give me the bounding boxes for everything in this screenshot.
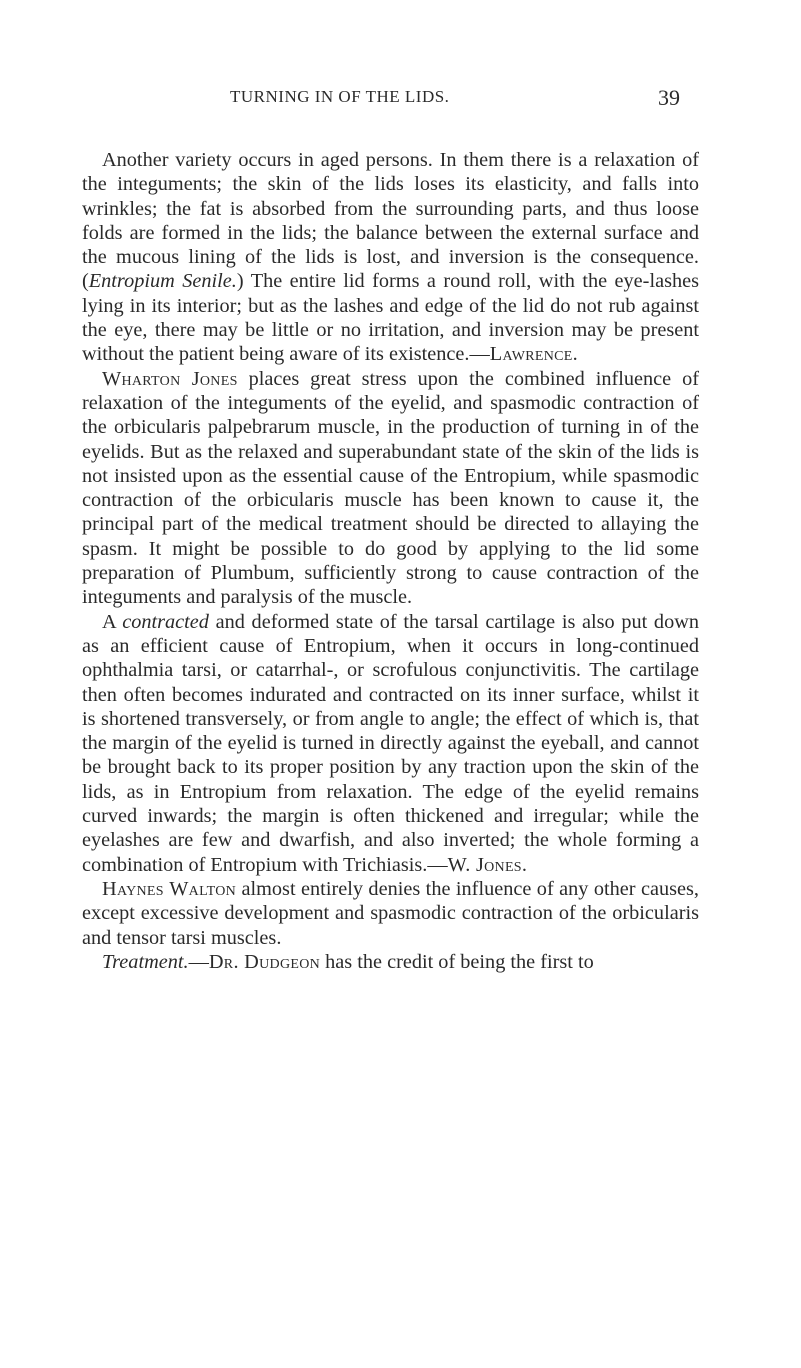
paragraph-1-text-a: Another variety occurs in aged persons. In them there is a relaxation of the integuments; the skin of the lids loses its elasticity, and falls into wrinkles; the fat is absorbed from the surrounding parts, and thus loose folds are formed in the lids; the balance between the external surface and the mucous lining of the lids is lost, and inversion is the consequence. (: [82, 149, 699, 293]
paragraph-5-author: Dr. Dudgeon: [208, 950, 321, 973]
paragraph-3-text-b: and deformed state of the tarsal cartilage is also put down as an efficient cause of Entropium, when it occurs in long-continued ophthalmia tarsi, or catarrhal-, or scrofulous conjunctivitis. The cartilage then often becomes indurated and contracted on its inner surface, whilst it is shortened transversely, or from angle to angle; the effect of which is, that the margin of the eyelid is turned in directly against the eyeball, and cannot be brought back to its proper position by any traction upon the skin of the lids, as in Entropium from relaxation. The edge of the eyelid remains curved inwards; the margin is often thickened and irregular; while the eyelashes are few and dwarfish, and also inverted; the whole forming a combination of Entropium with Trichiasis.—: [82, 610, 699, 876]
paragraph-3: [82, 610, 699, 877]
paragraph-5-text: has the credit of being the first to: [320, 950, 594, 973]
page-number: 39: [658, 85, 680, 110]
paragraph-4-text: almost entirely denies the influence of any other causes, except excessive development and spasmodic contraction of the orbicularis and tensor tarsi muscles.: [82, 877, 699, 949]
paragraph-1-text-b: ) The entire lid forms a round roll, with the eye-lashes lying in its interior; but as the lashes and edge of the lid do not rub against the eye, there may be little or no irritation, and inversion may be present without the patient being aware of its existence.—: [82, 270, 700, 366]
page-header: [210, 87, 680, 117]
body-text: [82, 148, 699, 974]
paragraph-4-author: Haynes Walton: [102, 877, 237, 900]
running-title: TURNING IN OF THE LIDS.: [230, 87, 450, 106]
paragraph-5-dash: —: [188, 950, 209, 973]
paragraph-3-text-a: A: [102, 610, 123, 633]
paragraph-1: [82, 148, 699, 367]
paragraph-3-italic: contracted: [122, 610, 209, 633]
paragraph-4: [82, 877, 699, 950]
paragraph-2-author: Wharton Jones: [102, 367, 238, 390]
paragraph-2: [82, 367, 699, 610]
paragraph-2-text: places great stress upon the combined influence of relaxation of the integuments of the eyelid, and spasmodic contraction of the orbicularis palpebrarum muscle, in the production of turning in of the eyelids. But as the relaxed and superabundant state of the skin of the lids is not insisted upon as the essential cause of the Entropium, while spasmodic contraction of the orbicularis muscle has been known to cause it, the principal part of the medical treatment should be directed to allaying the spasm. It might be possible to do good by applying to the lid some preparation of Plumbum, sufficiently strong to cause contraction of the integuments and paralysis of the muscle.: [82, 367, 699, 609]
paragraph-1-italic: Entropium Senile.: [88, 270, 237, 293]
paragraph-1-author: Lawrence.: [489, 343, 579, 366]
paragraph-3-author: W. Jones.: [447, 853, 528, 876]
paragraph-5-italic: Treatment.: [102, 950, 189, 973]
paragraph-5: [82, 950, 699, 974]
